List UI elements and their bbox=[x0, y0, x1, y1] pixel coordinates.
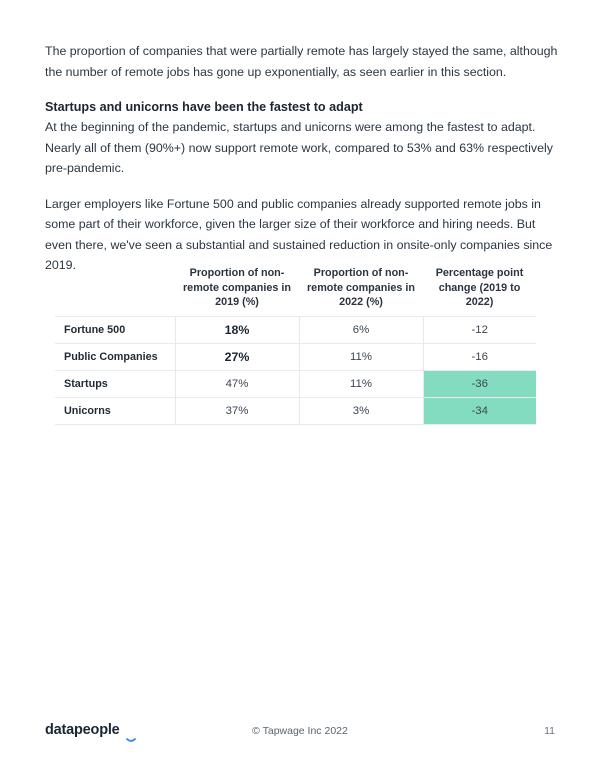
row-label: Fortune 500 bbox=[55, 316, 175, 343]
cell-change: -12 bbox=[423, 316, 536, 343]
table-header-row bbox=[55, 263, 536, 316]
table-header-change: Percentage point change (2019 to 2022) bbox=[435, 267, 524, 308]
table-header-blank bbox=[55, 263, 175, 316]
cell-change-highlighted: -34 bbox=[423, 397, 536, 424]
cell-change: -16 bbox=[423, 343, 536, 370]
page-footer bbox=[45, 722, 555, 742]
logo-smile-icon bbox=[126, 738, 136, 743]
table-row bbox=[55, 370, 536, 397]
cell-2019: 27% bbox=[175, 343, 299, 370]
cell-2019: 47% bbox=[175, 370, 299, 397]
cell-2022: 6% bbox=[299, 316, 423, 343]
paragraph-startups-unicorns: At the beginning of the pandemic, startups and unicorns were among the fastest to adapt. Nearly all of them (90%+) now support remote work, compared to 53% and 63% respectively pre-pandemic. bbox=[45, 120, 553, 175]
copyright-text: © Tapwage Inc 2022 bbox=[252, 725, 348, 737]
cell-2019: 18% bbox=[175, 316, 299, 343]
page-number: 11 bbox=[544, 725, 555, 737]
row-label: Startups bbox=[55, 370, 175, 397]
table-row bbox=[55, 343, 536, 370]
datapeople-logo: datapeople bbox=[45, 722, 120, 738]
section-heading: Startups and unicorns have been the fastest to adapt bbox=[45, 100, 363, 114]
row-label: Unicorns bbox=[55, 397, 175, 424]
row-label: Public Companies bbox=[55, 343, 175, 370]
cell-change-highlighted: -36 bbox=[423, 370, 536, 397]
table-row bbox=[55, 316, 536, 343]
table-header-2022: Proportion of non-remote companies in 2022 (%) bbox=[306, 267, 415, 308]
cell-2019: 37% bbox=[175, 397, 299, 424]
paragraph-larger-employers: Larger employers like Fortune 500 and public companies already supported remote jobs in some part of their workforce, given the larger size of their workforce and hiring needs. But even there, we've seen a substantial and sustained reduction in onsite-only companies since 2019. bbox=[45, 196, 553, 272]
table-row bbox=[55, 397, 536, 424]
table-header-2019: Proportion of non-remote companies in 2019 (%) bbox=[182, 267, 291, 308]
cell-2022: 11% bbox=[299, 370, 423, 397]
cell-2022: 11% bbox=[299, 343, 423, 370]
page-content bbox=[45, 41, 560, 276]
onsite-reduction-table bbox=[55, 263, 536, 425]
cell-2022: 3% bbox=[299, 397, 423, 424]
paragraph-remote-proportion: The proportion of companies that were partially remote has largely stayed the same, although the number of remote jobs has gone up exponentially, as seen earlier in this section. bbox=[45, 44, 558, 79]
